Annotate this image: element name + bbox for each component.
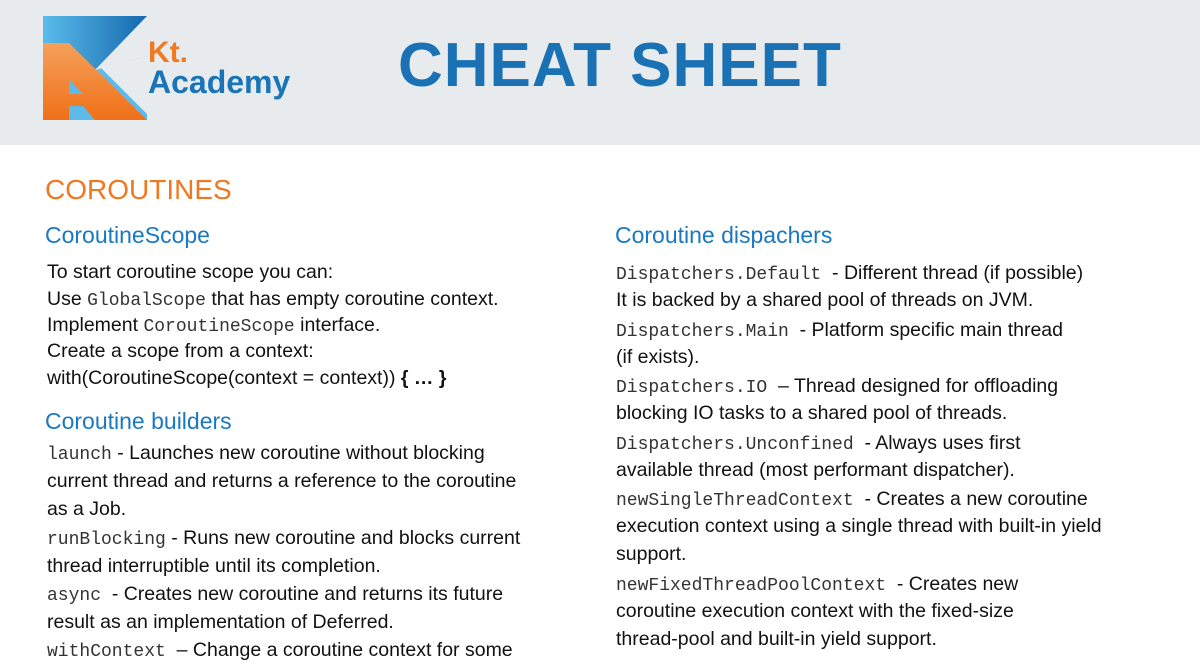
code-term: newFixedThreadPoolContext xyxy=(616,576,897,596)
line-text: (if exists). xyxy=(616,346,700,368)
line-bold: { … } xyxy=(400,367,447,389)
scope-line xyxy=(47,259,333,285)
line-text: support. xyxy=(616,543,687,565)
line-text: - Different thread (if possible) xyxy=(832,262,1084,284)
code-term: async xyxy=(47,586,112,606)
dispatchers-line xyxy=(616,571,1018,599)
line-text: interface. xyxy=(294,314,381,336)
code-term: Dispatchers.Main xyxy=(616,322,800,342)
code-term: Dispatchers.Default xyxy=(616,265,833,285)
dispatchers-line xyxy=(616,373,1058,401)
line-prefix: Use xyxy=(47,288,88,310)
brand-kt: Kt. xyxy=(148,36,188,69)
line-text: execution context using a single thread with built-in yield xyxy=(616,515,1102,537)
builders-line xyxy=(47,553,381,579)
scope-line xyxy=(47,286,499,314)
builders-line xyxy=(47,581,503,609)
line-prefix: Implement xyxy=(47,314,144,336)
dispatchers-line xyxy=(616,260,1083,288)
dispatchers-line xyxy=(616,541,686,567)
kt-academy-logo-icon xyxy=(43,16,147,120)
line-text: - Runs new coroutine and blocks current xyxy=(165,527,521,549)
dispatchers-line xyxy=(616,486,1088,514)
line-text: – Thread designed for offloading xyxy=(778,375,1059,397)
scope-line xyxy=(47,312,380,340)
brand-academy: Academy xyxy=(148,64,291,100)
dispatchers-line xyxy=(616,513,1102,539)
line-text: current thread and returns a reference to the coroutine xyxy=(47,470,517,492)
header xyxy=(0,0,1200,145)
line-text: - Creates a new coroutine xyxy=(864,488,1088,510)
builders-line xyxy=(47,609,394,635)
dispatchers-line xyxy=(616,317,1063,345)
line-text: that has empty coroutine context. xyxy=(205,288,499,310)
line-text: It is backed by a shared pool of threads on JVM. xyxy=(616,289,1034,311)
dispatchers-line xyxy=(616,287,1033,313)
line-text: with(CoroutineScope(context = context)) xyxy=(47,367,401,389)
line-text: - Always uses first xyxy=(864,432,1021,454)
code-term: CoroutineScope xyxy=(143,317,295,337)
line-text: - Platform specific main thread xyxy=(799,319,1063,341)
dispatchers-line xyxy=(616,626,937,652)
dispatchers-line xyxy=(616,457,1015,483)
dispatchers-line xyxy=(616,400,1007,426)
builders-line xyxy=(47,496,126,522)
code-term: runBlocking xyxy=(47,530,166,550)
line-text: available thread (most performant dispatcher). xyxy=(616,459,1015,481)
line-text: - Creates new xyxy=(896,573,1019,595)
code-term: withContext xyxy=(47,642,177,662)
page-title: CHEAT SHEET xyxy=(398,31,842,100)
builders-line xyxy=(47,525,520,553)
dispatchers-line xyxy=(616,430,1021,458)
line-text: coroutine execution context with the fixed-size xyxy=(616,600,1014,622)
line-text: as a Job. xyxy=(47,498,127,520)
scope-line xyxy=(47,365,446,391)
dispatchers-line xyxy=(616,344,699,370)
line-text: Create a scope from a context: xyxy=(47,340,314,362)
line-text: blocking IO tasks to a shared pool of threads. xyxy=(616,402,1008,424)
section-title: COROUTINES xyxy=(45,174,232,205)
line-text: – Change a coroutine context for some xyxy=(176,639,513,661)
builders-line xyxy=(47,468,516,494)
line-text: thread interruptible until its completion. xyxy=(47,555,381,577)
builders-line xyxy=(47,440,485,468)
dispatchers-line xyxy=(616,598,1014,624)
code-term: launch xyxy=(47,445,112,465)
line-text: - Creates new coroutine and returns its future xyxy=(111,583,504,605)
line-text: thread-pool and built-in yield support. xyxy=(616,628,937,650)
code-term: Dispatchers.Unconfined xyxy=(616,435,865,455)
line-text: result as an implementation of Deferred. xyxy=(47,611,394,633)
scope-heading: CoroutineScope xyxy=(45,222,210,248)
line-text: To start coroutine scope you can: xyxy=(47,261,334,283)
code-term: Dispatchers.IO xyxy=(616,378,779,398)
builders-heading: Coroutine builders xyxy=(45,408,232,434)
scope-line xyxy=(47,338,314,364)
code-term: newSingleThreadContext xyxy=(616,491,865,511)
builders-line xyxy=(47,637,513,665)
dispatchers-heading: Coroutine dispachers xyxy=(615,222,833,248)
line-text: - Launches new coroutine without blocking xyxy=(111,442,485,464)
code-term: GlobalScope xyxy=(87,291,206,311)
